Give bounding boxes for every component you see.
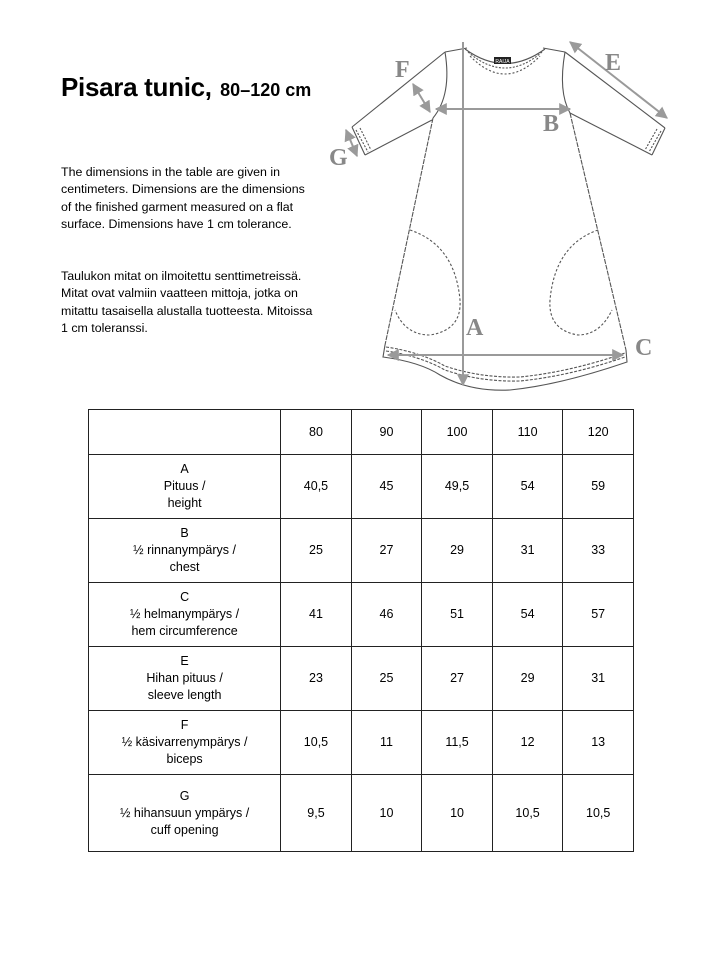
label-a: A bbox=[466, 315, 484, 341]
table-cell: 41 bbox=[281, 583, 352, 647]
measurement-code: E bbox=[180, 654, 189, 668]
page-title bbox=[61, 72, 311, 103]
brand-tag bbox=[494, 57, 511, 65]
measurement-name-en: biceps bbox=[166, 752, 203, 766]
table-cell: 11,5 bbox=[422, 711, 493, 775]
table-row bbox=[89, 711, 634, 775]
table-cell: 40,5 bbox=[281, 455, 352, 519]
measurement-name-fi: Pituus / bbox=[163, 479, 206, 493]
table-cell: 25 bbox=[281, 519, 352, 583]
measurement-name-fi: ½ rinnanympärys / bbox=[133, 543, 236, 557]
measurement-name-fi: Hihan pituus / bbox=[146, 671, 223, 685]
header-size: 90 bbox=[351, 410, 421, 455]
table-cell: 29 bbox=[492, 647, 563, 711]
size-table bbox=[88, 409, 634, 852]
table-cell: 10,5 bbox=[281, 711, 352, 775]
table-cell: 31 bbox=[492, 519, 563, 583]
header-size: 80 bbox=[281, 410, 352, 455]
table-cell: 51 bbox=[422, 583, 493, 647]
table-cell: 46 bbox=[351, 583, 421, 647]
table-cell: 10,5 bbox=[492, 775, 563, 852]
label-g: G bbox=[329, 145, 348, 171]
measurement-name-fi: ½ helmanympärys / bbox=[130, 607, 240, 621]
table-row bbox=[89, 775, 634, 852]
header-size: 120 bbox=[563, 410, 634, 455]
row-label bbox=[89, 711, 281, 775]
measurement-name-en: chest bbox=[169, 560, 200, 574]
table-cell: 57 bbox=[563, 583, 634, 647]
row-label bbox=[89, 775, 281, 852]
header-size: 100 bbox=[422, 410, 493, 455]
label-c: C bbox=[635, 335, 653, 361]
table-cell: 54 bbox=[492, 583, 563, 647]
table-cell: 33 bbox=[563, 519, 634, 583]
table-cell: 25 bbox=[351, 647, 421, 711]
table-row bbox=[89, 647, 634, 711]
measurement-name-en: height bbox=[167, 496, 202, 510]
row-label bbox=[89, 647, 281, 711]
table-cell: 54 bbox=[492, 455, 563, 519]
table-cell: 27 bbox=[422, 647, 493, 711]
header-empty-cell bbox=[89, 410, 281, 455]
measurement-name-en: hem circumference bbox=[131, 624, 238, 638]
table-cell: 13 bbox=[563, 711, 634, 775]
size-range: 80–120 cm bbox=[220, 80, 312, 100]
svg-text:RAIJA: RAIJA bbox=[495, 58, 510, 65]
table-cell: 12 bbox=[492, 711, 563, 775]
table-cell: 27 bbox=[351, 519, 421, 583]
row-label bbox=[89, 583, 281, 647]
row-label bbox=[89, 519, 281, 583]
measurement-name-en: sleeve length bbox=[147, 688, 222, 702]
row-label bbox=[89, 455, 281, 519]
arrow-f-biceps bbox=[413, 84, 430, 112]
measurement-code: F bbox=[180, 718, 189, 732]
label-b: B bbox=[543, 111, 560, 137]
description-english: The dimensions in the table are given in centimeters. Dimensions are the dimensions of the finished garment measured on a flat surface. Dimensions have 1 cm tolerance. bbox=[61, 165, 305, 231]
label-e: E bbox=[605, 50, 622, 76]
measurement-name-fi: ½ hihansuun ympärys / bbox=[119, 805, 250, 820]
header-size: 110 bbox=[492, 410, 563, 455]
measurement-code: A bbox=[180, 462, 189, 476]
measurement-code: G bbox=[179, 788, 190, 803]
measurement-code: C bbox=[180, 590, 190, 604]
table-row bbox=[89, 519, 634, 583]
table-cell: 49,5 bbox=[422, 455, 493, 519]
table-cell: 23 bbox=[281, 647, 352, 711]
table-row bbox=[89, 583, 634, 647]
table-cell: 10 bbox=[422, 775, 493, 852]
table-header-row bbox=[89, 410, 634, 455]
table-cell: 9,5 bbox=[281, 775, 352, 852]
table-cell: 10,5 bbox=[563, 775, 634, 852]
measurement-name-en: cuff opening bbox=[150, 822, 219, 837]
table-cell: 29 bbox=[422, 519, 493, 583]
table-cell: 11 bbox=[351, 711, 421, 775]
table-cell: 10 bbox=[351, 775, 421, 852]
table-cell: 59 bbox=[563, 455, 634, 519]
table-cell: 45 bbox=[351, 455, 421, 519]
table-row bbox=[89, 455, 634, 519]
measurement-name-fi: ½ käsivarrenympärys / bbox=[121, 735, 248, 749]
table-cell: 31 bbox=[563, 647, 634, 711]
tunic-measurement-diagram bbox=[320, 10, 690, 400]
product-name: Pisara tunic, bbox=[61, 72, 212, 102]
description-finnish: Taulukon mitat on ilmoitettu senttimetreissä. Mitat ovat valmiin vaatteen mittoja, jotka on mitattu tasaisella alustalla tuotteesta. Mitoissa 1 cm toleranssi. bbox=[61, 269, 313, 335]
label-f: F bbox=[395, 57, 410, 83]
tunic-outline bbox=[352, 48, 665, 390]
measurement-code: B bbox=[180, 526, 189, 540]
